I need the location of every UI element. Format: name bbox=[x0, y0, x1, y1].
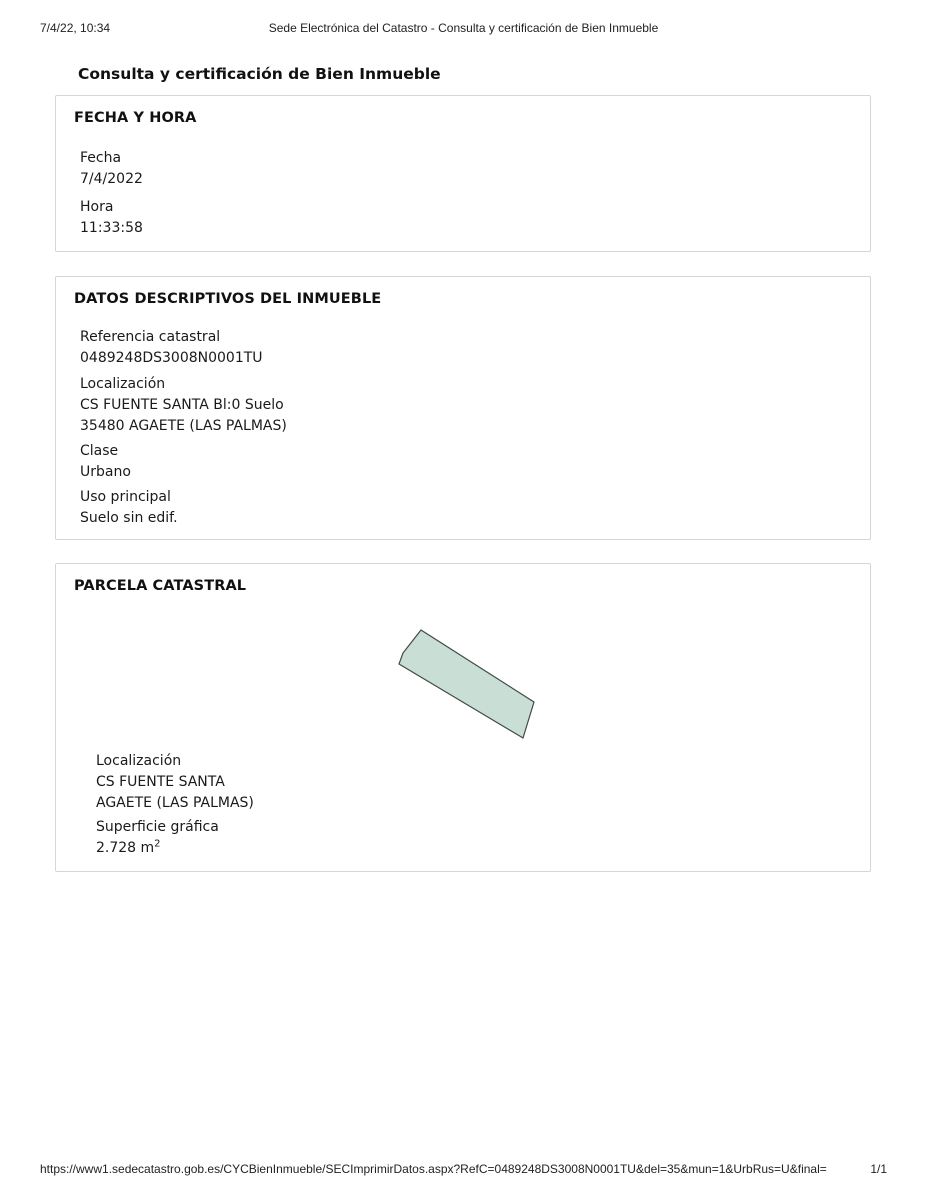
superficie-label: Superficie gráfica bbox=[96, 819, 219, 835]
superficie-value: 2.728 m bbox=[96, 840, 155, 856]
parcela-localizacion-label: Localización bbox=[96, 753, 182, 769]
clase-field bbox=[80, 441, 131, 483]
referencia-label: Referencia catastral bbox=[80, 329, 221, 345]
localizacion-field bbox=[80, 374, 287, 437]
print-page-number: 1/1 bbox=[870, 1162, 887, 1176]
fecha-label: Fecha bbox=[80, 150, 122, 166]
page-title: Consulta y certificación de Bien Inmueble bbox=[78, 65, 441, 83]
superficie-unit-exponent: 2 bbox=[154, 838, 161, 850]
datos-descriptivos-panel bbox=[55, 276, 871, 540]
print-document-title: Sede Electrónica del Catastro - Consulta y certificación de Bien Inmueble bbox=[268, 21, 659, 35]
referencia-value: 0489248DS3008N0001TU bbox=[80, 350, 263, 366]
parcel-map bbox=[391, 624, 541, 744]
parcela-catastral-panel bbox=[55, 563, 871, 872]
referencia-catastral-field bbox=[80, 327, 263, 369]
superficie-value-line bbox=[96, 838, 219, 859]
print-date: 7/4/22, 10:34 bbox=[40, 21, 111, 35]
uso-label: Uso principal bbox=[80, 489, 171, 505]
superficie-field bbox=[96, 817, 219, 859]
print-url: https://www1.sedecatastro.gob.es/CYCBienInmueble/SECImprimirDatos.aspx?RefC=0489248DS3008N0001TU&del=35&mun=1&UrbRus=U&final= bbox=[40, 1162, 827, 1176]
print-footer bbox=[0, 1162, 927, 1178]
clase-label: Clase bbox=[80, 443, 119, 459]
localizacion-label: Localización bbox=[80, 376, 166, 392]
datos-heading: DATOS DESCRIPTIVOS DEL INMUEBLE bbox=[74, 291, 382, 307]
localizacion-line2: 35480 AGAETE (LAS PALMAS) bbox=[80, 418, 287, 434]
hora-field bbox=[80, 197, 143, 239]
parcela-heading: PARCELA CATASTRAL bbox=[74, 578, 247, 594]
parcela-localizacion-field bbox=[96, 751, 254, 814]
fecha-hora-heading: FECHA Y HORA bbox=[74, 110, 197, 126]
parcela-localizacion-line2: AGAETE (LAS PALMAS) bbox=[96, 795, 254, 811]
parcela-localizacion-line1: CS FUENTE SANTA bbox=[96, 774, 225, 790]
hora-label: Hora bbox=[80, 199, 114, 215]
localizacion-line1: CS FUENTE SANTA Bl:0 Suelo bbox=[80, 397, 284, 413]
parcel-polygon bbox=[399, 630, 534, 738]
clase-value: Urbano bbox=[80, 464, 131, 480]
uso-value: Suelo sin edif. bbox=[80, 510, 178, 526]
uso-principal-field bbox=[80, 487, 178, 529]
fecha-value: 7/4/2022 bbox=[80, 171, 143, 187]
print-header bbox=[0, 21, 927, 37]
fecha-hora-panel bbox=[55, 95, 871, 252]
fecha-field bbox=[80, 148, 143, 190]
hora-value: 11:33:58 bbox=[80, 220, 143, 236]
